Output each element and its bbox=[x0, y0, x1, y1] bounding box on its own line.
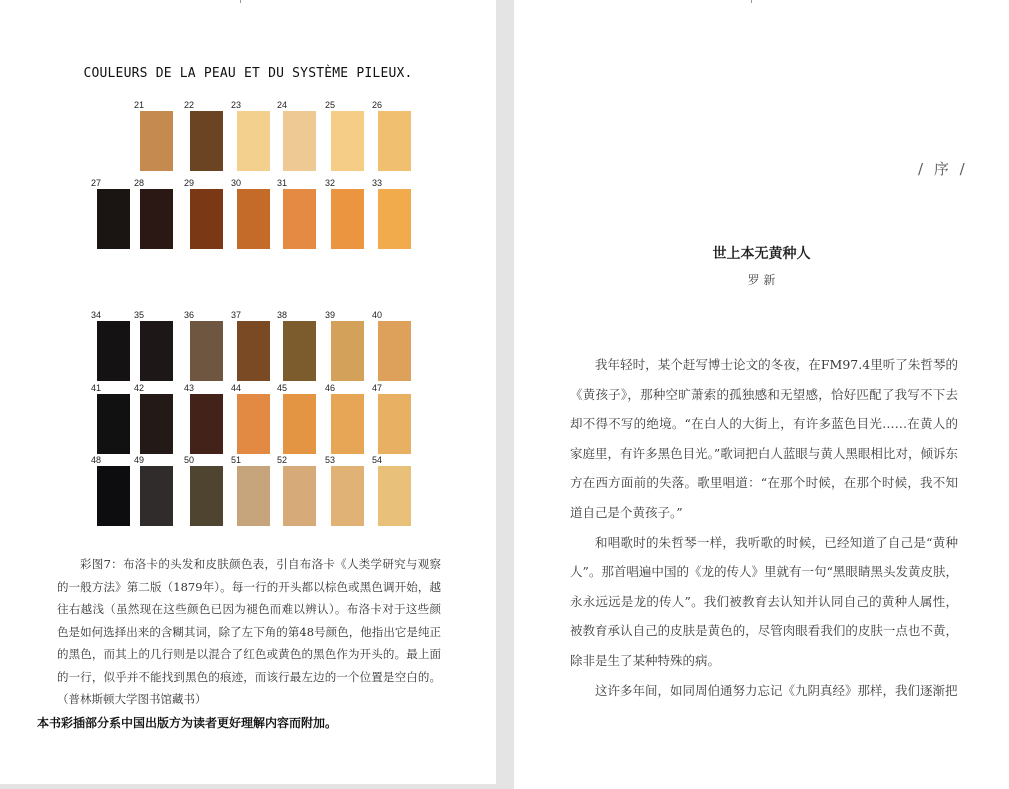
color-swatch-grid bbox=[80, 96, 400, 532]
publisher-note: 本书彩插部分系中国出版方为读者更好理解内容而附加。 bbox=[37, 716, 338, 730]
color-swatch bbox=[283, 321, 316, 381]
swatch-number: 26 bbox=[372, 100, 383, 110]
swatch-number: 31 bbox=[277, 178, 288, 188]
color-swatch bbox=[237, 466, 270, 526]
swatch-number: 51 bbox=[231, 455, 242, 465]
swatch-number: 39 bbox=[325, 310, 336, 320]
color-swatch bbox=[331, 321, 364, 381]
essay-body bbox=[570, 350, 958, 705]
color-swatch bbox=[283, 189, 316, 249]
swatch-number: 54 bbox=[372, 455, 383, 465]
color-swatch bbox=[190, 466, 223, 526]
color-swatch bbox=[140, 394, 173, 454]
color-swatch bbox=[190, 394, 223, 454]
color-swatch bbox=[237, 394, 270, 454]
color-swatch bbox=[97, 321, 130, 381]
swatch-number: 49 bbox=[134, 455, 145, 465]
color-swatch bbox=[140, 189, 173, 249]
color-swatch bbox=[190, 111, 223, 171]
swatch-number: 41 bbox=[91, 383, 102, 393]
swatch-number: 22 bbox=[184, 100, 195, 110]
swatch-number: 24 bbox=[277, 100, 288, 110]
essay-title: 世上本无黄种人 bbox=[712, 246, 811, 262]
color-swatch bbox=[97, 394, 130, 454]
color-swatch bbox=[378, 111, 411, 171]
swatch-number: 53 bbox=[325, 455, 336, 465]
color-swatch bbox=[140, 466, 173, 526]
swatch-number: 52 bbox=[277, 455, 288, 465]
color-swatch bbox=[331, 394, 364, 454]
swatch-number: 45 bbox=[277, 383, 288, 393]
color-swatch bbox=[97, 189, 130, 249]
section-mark: / 序 / bbox=[918, 160, 968, 178]
color-swatch bbox=[331, 111, 364, 171]
swatch-number: 30 bbox=[231, 178, 242, 188]
swatch-number: 44 bbox=[231, 383, 242, 393]
color-swatch bbox=[140, 321, 173, 381]
left-page bbox=[0, 0, 496, 784]
paragraph: 这许多年间，如同周伯通努力忘记《九阴真经》那样，我们逐渐把 bbox=[595, 682, 958, 698]
color-swatch bbox=[283, 394, 316, 454]
color-swatch bbox=[190, 321, 223, 381]
plate-title: COULEURS DE LA PEAU ET DU SYSTÈME PILEUX. bbox=[83, 66, 413, 81]
swatch-number: 35 bbox=[134, 310, 145, 320]
color-swatch bbox=[190, 189, 223, 249]
color-swatch bbox=[378, 394, 411, 454]
paragraph: 和唱歌时的朱哲琴一样，我听歌的时候，已经知道了自己是“黄种人”。那首唱遍中国的《龙的传人》里就有一句“黑眼睛黑头发黄皮肤，永永远远是龙的传人”。我们被教育去认知并认同自己的黄种人属性，被教育承认自己的皮肤是黄色的，尽管肉眼看我们的皮肤一点也不黄，除非是生了某种特殊的病。 bbox=[570, 534, 958, 668]
color-swatch bbox=[237, 189, 270, 249]
swatch-number: 27 bbox=[91, 178, 102, 188]
swatch-number: 46 bbox=[325, 383, 336, 393]
color-swatch bbox=[97, 466, 130, 526]
color-swatch bbox=[331, 189, 364, 249]
swatch-number: 21 bbox=[134, 100, 145, 110]
color-swatch bbox=[283, 466, 316, 526]
right-page bbox=[514, 0, 1009, 789]
swatch-number: 32 bbox=[325, 178, 336, 188]
color-swatch bbox=[140, 111, 173, 171]
swatch-number: 23 bbox=[231, 100, 242, 110]
color-swatch bbox=[378, 466, 411, 526]
swatch-number: 38 bbox=[277, 310, 288, 320]
swatch-number: 33 bbox=[372, 178, 383, 188]
color-swatch bbox=[237, 111, 270, 171]
swatch-number: 48 bbox=[91, 455, 102, 465]
swatch-number: 40 bbox=[372, 310, 383, 320]
swatch-number: 37 bbox=[231, 310, 242, 320]
color-swatch bbox=[378, 321, 411, 381]
essay-author: 罗 新 bbox=[747, 273, 776, 287]
swatch-number: 47 bbox=[372, 383, 383, 393]
swatch-number: 43 bbox=[184, 383, 195, 393]
swatch-number: 28 bbox=[134, 178, 145, 188]
plate-caption: 彩图7：布洛卡的头发和皮肤颜色表，引自布洛卡《人类学研究与观察的一般方法》第二版（1879年）。每一行的开头都以棕色或黑色调开始，越往右越浅（虽然现在这些颜色已因为褪色而难以辨认）。布洛卡对于这些颜色是如何选择出来的含糊其词，除了左下角的第48号颜色，他指出它是纯正的黑色，而其上的几行则是以混合了红色或黄色的黑色作为开头的。最上面的一行，似乎并不能找到黑色的痕迹，而该行最左边的一个位置是空白的。（普林斯顿大学图书馆藏书） bbox=[57, 557, 441, 706]
top-tick bbox=[240, 0, 241, 3]
top-tick bbox=[751, 0, 752, 3]
color-swatch bbox=[237, 321, 270, 381]
swatch-number: 29 bbox=[184, 178, 195, 188]
swatch-number: 25 bbox=[325, 100, 336, 110]
swatch-number: 34 bbox=[91, 310, 102, 320]
swatch-number: 36 bbox=[184, 310, 195, 320]
swatch-number: 50 bbox=[184, 455, 195, 465]
color-swatch bbox=[283, 111, 316, 171]
color-swatch bbox=[331, 466, 364, 526]
paragraph: 我年轻时，某个赶写博士论文的冬夜，在FM97.4里听了朱哲琴的《黄孩子》，那种空旷萧索的孤独感和无望感，恰好匹配了我写不下去却不得不写的绝境。“在白人的大街上，有许多蓝色目光……在黄人的家庭里，有许多黑色目光。”歌词把白人蓝眼与黄人黑眼相比对，倾诉东方在西方面前的失落。歌里唱道：“在那个时候，在那个时候，我不知道自己是个黄孩子。” bbox=[570, 357, 958, 520]
color-swatch bbox=[378, 189, 411, 249]
swatch-number: 42 bbox=[134, 383, 145, 393]
